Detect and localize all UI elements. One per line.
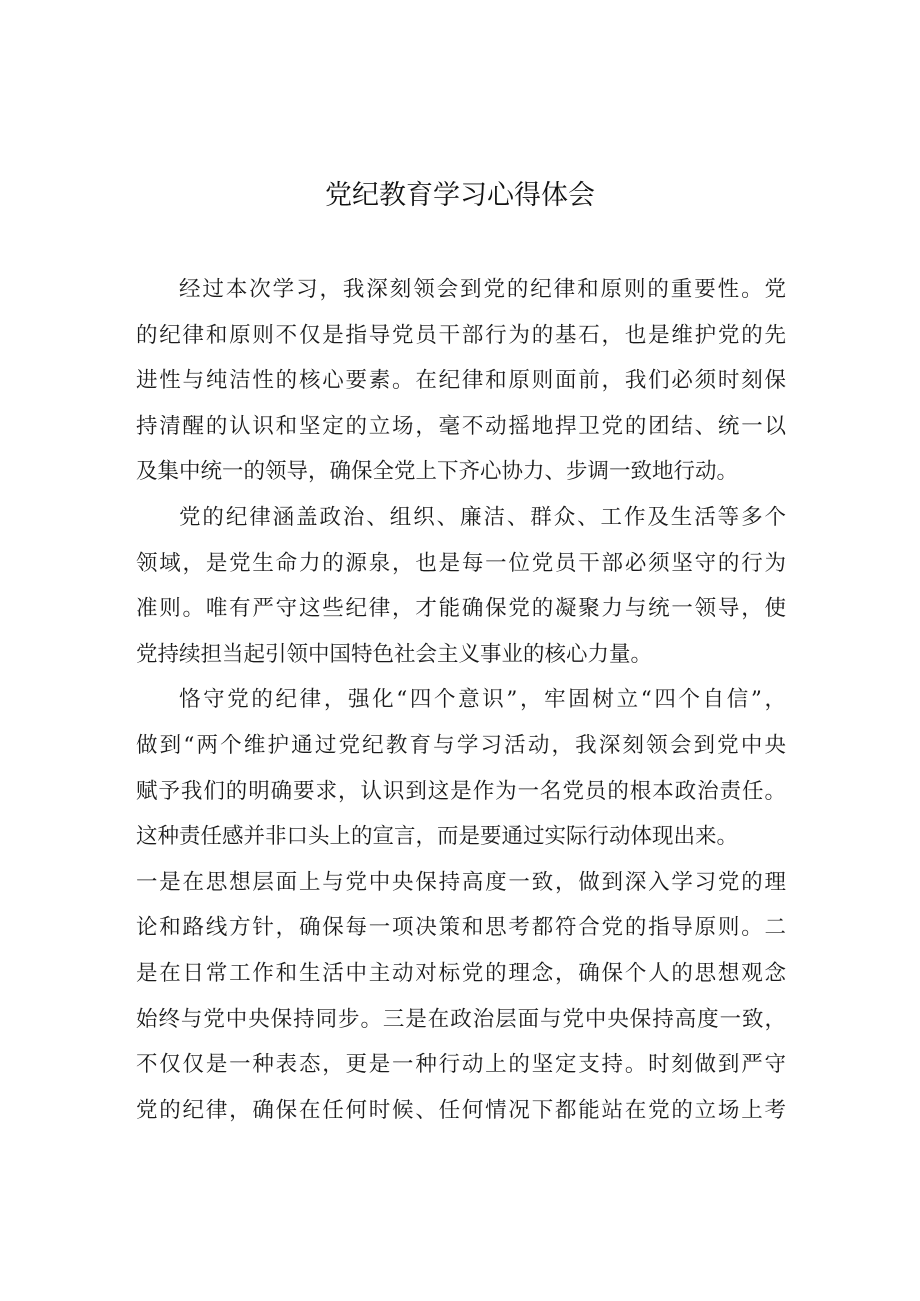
text-line: 这种责任感并非口头上的宣言，而是要通过实际行动体现出来。 (136, 824, 739, 850)
text-line: 恪守党的纪律，强化“四个意识”，牢固树立“四个自信”， (179, 687, 786, 713)
text-line: 始终与党中央保持同步。三是在政治层面与党中央保持高度一致， (136, 1006, 786, 1032)
text-line: 一是在思想层面上与党中央保持高度一致，做到深入学习党的理 (136, 869, 786, 895)
text-line: 的纪律和原则不仅是指导党员干部行为的基石，也是维护党的先 (136, 322, 786, 348)
text-line: 党的纪律涵盖政治、组织、廉洁、群众、工作及生活等多个 (179, 504, 786, 530)
text-line: 论和路线方针，确保每一项决策和思考都符合党的指导原则。二 (136, 915, 786, 941)
text-line: 党的纪律，确保在任何时候、任何情况下都能站在党的立场上考 (136, 1097, 786, 1123)
text-line: 准则。唯有严守这些纪律，才能确保党的凝聚力与统一领导，使 (136, 596, 786, 622)
document-body (136, 270, 786, 1136)
text-line: 领域，是党生命力的源泉，也是每一位党员干部必须坚守的行为 (136, 550, 786, 576)
text-line: 党持续担当起引领中国特色社会主义事业的核心力量。 (136, 641, 653, 667)
text-line: 及集中统一的领导，确保全党上下齐心协力、步调一致地行动。 (136, 459, 739, 485)
text-line: 是在日常工作和生活中主动对标党的理念，确保个人的思想观念 (136, 960, 786, 986)
document-title: 党纪教育学习心得体会 (325, 180, 595, 211)
text-line: 持清醒的认识和坚定的立场，毫不动摇地捍卫党的团结、统一以 (136, 413, 786, 439)
text-line: 赋予我们的明确要求，认识到这是作为一名党员的根本政治责任。 (136, 778, 786, 804)
text-line: 做到“两个维护通过党纪教育与学习活动，我深刻领会到党中央 (136, 732, 786, 758)
text-line: 不仅仅是一种表态，更是一种行动上的坚定支持。时刻做到严守 (136, 1052, 786, 1078)
text-line: 经过本次学习，我深刻领会到党的纪律和原则的重要性。党 (179, 277, 786, 302)
text-line: 进性与纯洁性的核心要素。在纪律和原则面前，我们必须时刻保 (136, 368, 786, 394)
